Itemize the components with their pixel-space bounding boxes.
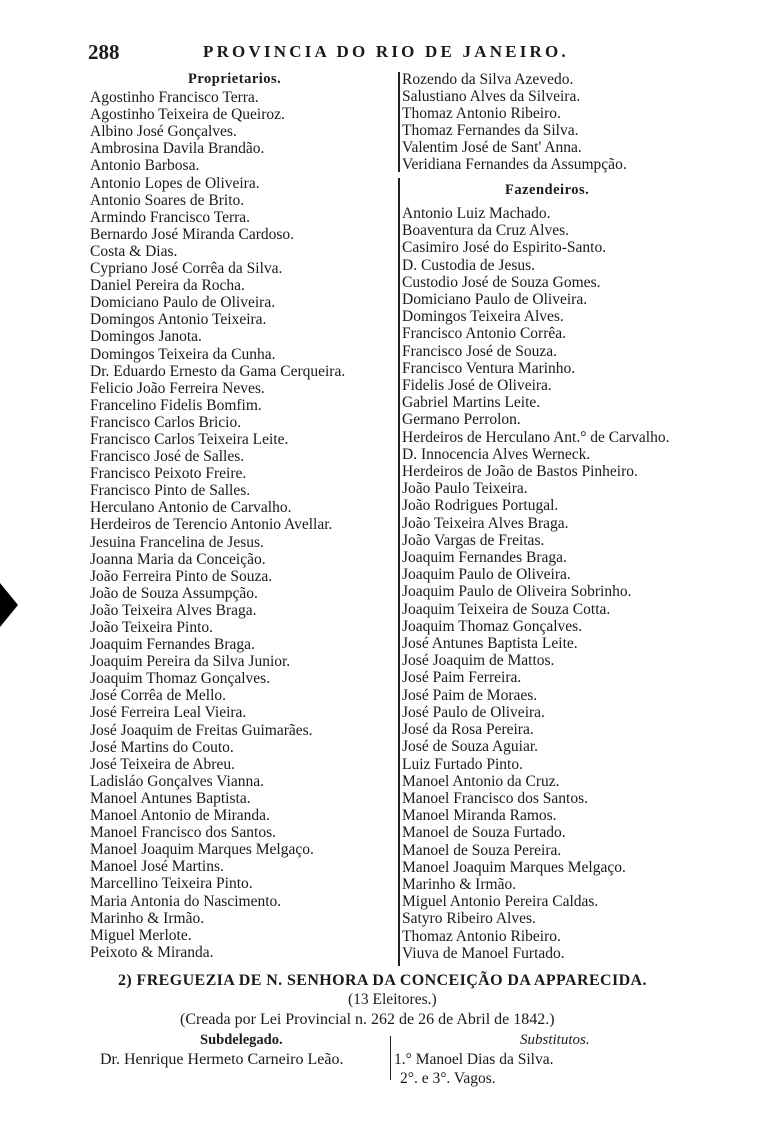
subdelegado-heading: Subdelegado. — [200, 1032, 283, 1048]
list-item: Manoel Joaquim Marques Melgaço. — [402, 858, 626, 876]
substituto-item: 1.° Manoel Dias da Silva. — [394, 1051, 554, 1068]
list-item: João Ferreira Pinto de Souza. — [90, 567, 273, 585]
substitutos-heading: Substitutos. — [520, 1032, 590, 1048]
page-number: 288 — [88, 40, 120, 64]
list-item: José Teixeira de Abreu. — [90, 755, 235, 773]
list-item: Joaquim Thomaz Gonçalves. — [90, 670, 271, 688]
list-item: João Teixeira Pinto. — [90, 619, 214, 636]
list-item: José Antunes Baptista Leite. — [402, 635, 578, 653]
list-item: Joaquim Fernandes Braga. — [402, 549, 567, 567]
list-item: Satyro Ribeiro Alves. — [402, 910, 536, 928]
list-item: José de Souza Aguiar. — [402, 738, 539, 756]
list-item: Salustiano Alves da Silveira. — [402, 87, 581, 105]
list-item: Manoel Antonio de Miranda. — [90, 807, 270, 825]
list-item: Domiciano Paulo de Oliveira. — [402, 291, 588, 309]
list-item: José Joaquim de Freitas Guimarães. — [90, 721, 313, 739]
list-item: Francisco Peixoto Freire. — [90, 465, 247, 483]
list-item: João Teixeira Alves Braga. — [402, 514, 569, 532]
list-item: João Vargas de Freitas. — [402, 531, 545, 549]
electors-count: (13 Eleitores.) — [348, 991, 437, 1008]
list-item: José Joaquim de Mattos. — [402, 652, 555, 670]
list-item: José Paim de Moraes. — [402, 686, 538, 704]
proprietarios-continued-column — [402, 72, 627, 173]
list-item: Maria Antonia do Nascimento. — [90, 892, 282, 910]
list-item: Felicio João Ferreira Neves. — [90, 379, 265, 397]
list-item: Francisco José de Salles. — [90, 448, 245, 466]
creation-note: (Creada por Lei Provincial n. 262 de 26 de Abril de 1842.) — [180, 1011, 555, 1028]
list-item: Manoel Antonio da Cruz. — [402, 772, 560, 790]
list-item: Domiciano Paulo de Oliveira. — [90, 294, 276, 312]
list-item: Marinho & Irmão. — [90, 909, 205, 927]
list-item: João Teixeira Alves Braga. — [90, 601, 257, 619]
list-item: José da Rosa Pereira. — [402, 721, 534, 739]
list-item: Francisco Pinto de Salles. — [90, 482, 251, 500]
list-item: D. Custodia de Jesus. — [402, 256, 536, 274]
list-item: Antonio Luiz Machado. — [402, 205, 551, 222]
list-item: Francisco Carlos Bricio. — [90, 413, 242, 431]
list-item: Manoel de Souza Furtado. — [402, 824, 566, 842]
list-item: Herdeiros de Terencio Antonio Avellar. — [90, 516, 333, 534]
list-item: Joaquim Paulo de Oliveira Sobrinho. — [402, 583, 632, 601]
list-item: Luiz Furtado Pinto. — [402, 755, 523, 773]
list-item: Miguel Merlote. — [90, 926, 192, 944]
list-item: Joaquim Pereira da Silva Junior. — [90, 653, 291, 671]
list-item: João de Souza Assumpção. — [90, 584, 258, 602]
substituto-item: 2°. e 3°. Vagos. — [400, 1070, 496, 1087]
list-item: Armindo Francisco Terra. — [90, 208, 251, 226]
list-item: Manoel Francisco dos Santos. — [90, 824, 276, 842]
list-item: Germano Perrolon. — [402, 411, 521, 429]
list-item: Ladisláo Gonçalves Vianna. — [90, 772, 264, 790]
list-item: Herdeiros de João de Bastos Pinheiro. — [402, 463, 638, 481]
list-item: Dr. Eduardo Ernesto da Gama Cerqueira. — [90, 362, 346, 380]
list-item: Joaquim Paulo de Oliveira. — [402, 566, 571, 584]
list-item: Antonio Soares de Brito. — [90, 191, 245, 209]
list-item: Thomaz Fernandes da Silva. — [402, 121, 579, 139]
list-item: Rozendo da Silva Azevedo. — [402, 71, 574, 88]
list-item: Francelino Fidelis Bomfim. — [90, 396, 262, 414]
list-item: Miguel Antonio Pereira Caldas. — [402, 893, 599, 911]
list-item: José Paulo de Oliveira. — [402, 703, 545, 721]
list-item: Costa & Dias. — [90, 242, 178, 260]
list-item: Marcellino Teixeira Pinto. — [90, 875, 253, 893]
column-divider — [398, 178, 400, 966]
list-item: Domingos Janota. — [90, 328, 202, 346]
list-item: José Corrêa de Mello. — [90, 687, 227, 705]
list-item: Viuva de Manoel Furtado. — [402, 944, 565, 962]
list-item: João Paulo Teixeira. — [402, 480, 528, 498]
fazendeiros-column — [402, 205, 669, 962]
list-item: José Ferreira Leal Vieira. — [90, 704, 247, 722]
subdelegado-name: Dr. Henrique Hermeto Carneiro Leão. — [100, 1051, 344, 1068]
list-item: João Rodrigues Portugal. — [402, 497, 559, 515]
list-item: Thomaz Antonio Ribeiro. — [402, 927, 561, 945]
column-divider — [398, 72, 400, 172]
list-item: Jesuina Francelina de Jesus. — [90, 533, 264, 551]
list-item: Joanna Maria da Conceição. — [90, 550, 266, 568]
list-item: Albino José Gonçalves. — [90, 123, 237, 141]
fazendeiros-heading: Fazendeiros. — [505, 182, 590, 198]
list-item: Casimiro José do Espirito-Santo. — [402, 239, 607, 257]
list-item: Valentim José de Sant' Anna. — [402, 138, 582, 156]
list-item: Manoel Antunes Baptista. — [90, 789, 251, 807]
column-divider — [390, 1036, 391, 1080]
list-item: Cypriano José Corrêa da Silva. — [90, 260, 283, 278]
list-item: Daniel Pereira da Rocha. — [90, 277, 245, 295]
list-item: Agostinho Francisco Terra. — [90, 89, 259, 107]
list-item: Boaventura da Cruz Alves. — [402, 222, 570, 240]
list-item: Marinho & Irmão. — [402, 875, 517, 893]
list-item: Manoel Joaquim Marques Melgaço. — [90, 841, 314, 859]
proprietarios-heading: Proprietarios. — [188, 71, 282, 87]
list-item: Manoel de Souza Pereira. — [402, 841, 562, 859]
list-item: Domingos Antonio Teixeira. — [90, 311, 267, 329]
list-item: Veridiana Fernandes da Assumpção. — [402, 155, 627, 173]
list-item: Manoel Francisco dos Santos. — [402, 789, 588, 807]
list-item: Francisco José de Souza. — [402, 342, 557, 360]
list-item: Thomaz Antonio Ribeiro. — [402, 104, 561, 122]
list-item: Domingos Teixeira da Cunha. — [90, 345, 276, 363]
list-item: José Martins do Couto. — [90, 738, 234, 756]
list-item: Herculano Antonio de Carvalho. — [90, 499, 292, 517]
list-item: Francisco Carlos Teixeira Leite. — [90, 430, 289, 448]
list-item: Bernardo José Miranda Cardoso. — [90, 225, 295, 243]
list-item: Joaquim Teixeira de Souza Cotta. — [402, 600, 611, 618]
list-item: Gabriel Martins Leite. — [402, 394, 541, 412]
list-item: Herdeiros de Herculano Ant.° de Carvalho. — [402, 428, 670, 446]
list-item: Fidelis José de Oliveira. — [402, 377, 552, 395]
list-item: Peixoto & Miranda. — [90, 943, 214, 961]
section-title: 2) FREGUEZIA DE N. SENHORA DA CONCEIÇÃO DA APPARECIDA. — [118, 972, 647, 989]
list-item: Agostinho Teixeira de Queiroz. — [90, 106, 285, 124]
list-item: Ambrosina Davila Brandão. — [90, 140, 265, 158]
running-title: PROVINCIA DO RIO DE JANEIRO. — [203, 42, 569, 61]
list-item: Francisco Ventura Marinho. — [402, 359, 576, 377]
list-item: José Paim Ferreira. — [402, 669, 522, 687]
list-item: Joaquim Fernandes Braga. — [90, 636, 255, 654]
proprietarios-column — [90, 71, 346, 961]
scan-edge-mark — [0, 583, 18, 627]
list-item: Custodio José de Souza Gomes. — [402, 273, 601, 291]
list-item: Manoel José Martins. — [90, 858, 224, 876]
list-item: Antonio Lopes de Oliveira. — [90, 174, 260, 192]
list-item: Domingos Teixeira Alves. — [402, 308, 564, 326]
list-item: Joaquim Thomaz Gonçalves. — [402, 617, 583, 635]
list-item: Francisco Antonio Corrêa. — [402, 325, 567, 343]
list-item: D. Innocencia Alves Werneck. — [402, 445, 591, 463]
list-item: Manoel Miranda Ramos. — [402, 807, 557, 825]
list-item: Antonio Barbosa. — [90, 157, 200, 175]
